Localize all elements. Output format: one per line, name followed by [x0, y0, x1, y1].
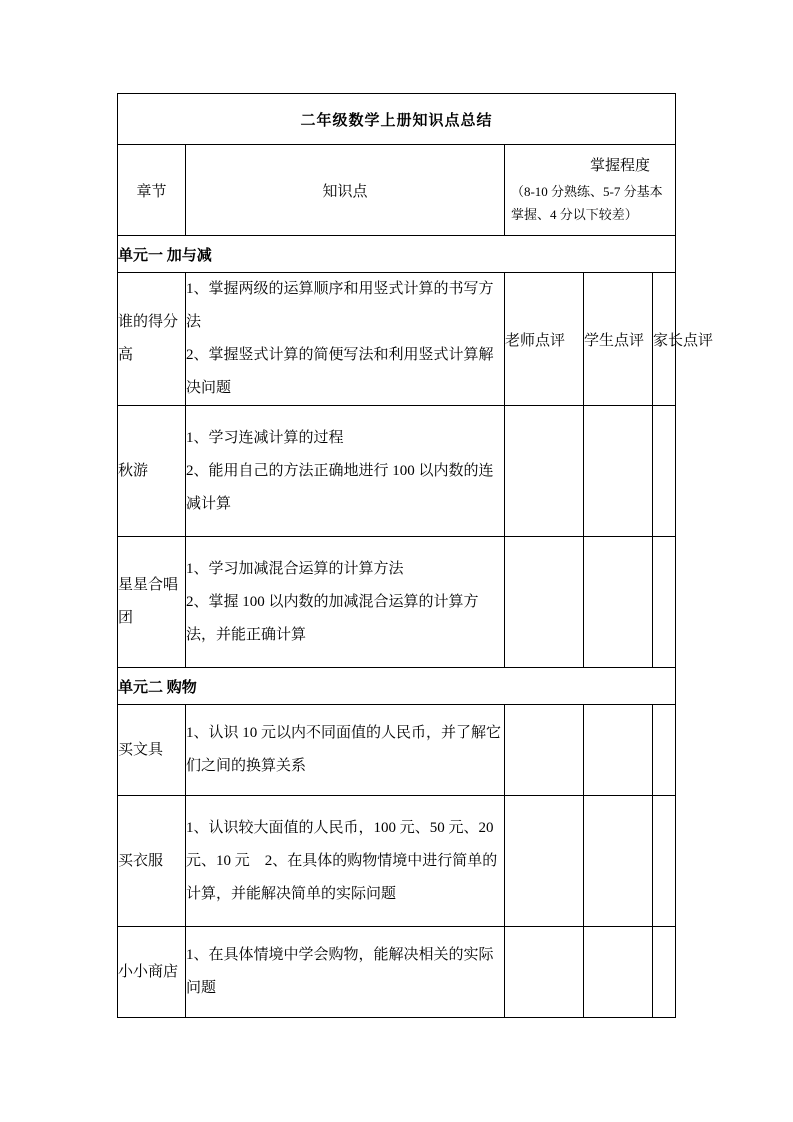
mastery-cell-teacher — [504, 796, 583, 927]
knowledge-table — [117, 93, 713, 1018]
knowledge-item: 1、认识 10 元以内不同面值的人民币，并了解它们之间的换算关系 — [185, 725, 501, 774]
section-label-unit2: 单元二 购物 — [117, 668, 675, 705]
section-row-unit1 — [117, 236, 675, 273]
mastery-cell-student — [583, 796, 652, 927]
table-row-maiyifu — [117, 796, 675, 927]
chapter-cell: 买文具 — [117, 705, 185, 796]
table-row-shuideidefengao — [117, 273, 675, 406]
knowledge-item: 2、能用自己的方法正确地进行 100 以内数的连减计算 — [185, 462, 494, 512]
knowledge-item: 2、掌握竖式计算的简便写法和利用竖式计算解决问题 — [185, 347, 494, 396]
knowledge-cell — [185, 273, 504, 406]
knowledge-cell — [185, 705, 504, 796]
chapter-cell: 买衣服 — [117, 796, 185, 927]
column-header-knowledge: 知识点 — [185, 145, 504, 236]
mastery-cell-teacher — [504, 705, 583, 796]
knowledge-cell — [185, 537, 504, 668]
column-header-chapter: 章节 — [117, 145, 185, 236]
mastery-note: （8-10 分熟练、5-7 分基本掌握、4 分以下较差） — [510, 184, 663, 222]
title-row — [117, 94, 675, 145]
knowledge-item: 1、学习连减计算的过程 — [185, 429, 344, 446]
knowledge-cell — [185, 406, 504, 537]
knowledge-item: 1、掌握两级的运算顺序和用竖式计算的书写方法 — [185, 281, 494, 330]
mastery-cell-teacher — [504, 927, 583, 1018]
mastery-cell-parent — [652, 927, 675, 1018]
mastery-cell-student — [583, 705, 652, 796]
mastery-cell-student: 学生点评 — [583, 273, 652, 406]
mastery-cell-parent — [652, 537, 675, 668]
table-row-maiwenju — [117, 705, 675, 796]
mastery-cell-teacher — [504, 537, 583, 668]
mastery-title: 掌握程度 — [589, 158, 650, 175]
mastery-cell-student — [583, 406, 652, 537]
mastery-cell-parent — [652, 406, 675, 537]
table-row-xingxinghechangtuan — [117, 537, 675, 668]
knowledge-item: 1、认识较大面值的人民币，100 元、50 元、20 元、10 元 2、在具体的购物情境中进行简单的计算，并能解决简单的实际问题 — [185, 819, 498, 902]
mastery-cell-teacher: 老师点评 — [504, 273, 583, 406]
knowledge-item: 2、掌握 100 以内数的加减混合运算的计算方法，并能正确计算 — [185, 593, 479, 643]
column-header-mastery — [504, 145, 675, 236]
knowledge-item: 1、学习加减混合运算的计算方法 — [185, 560, 404, 577]
table-row-qiuyou — [117, 406, 675, 537]
knowledge-item: 1、在具体情境中学会购物，能解决相关的实际问题 — [185, 947, 494, 996]
section-label-unit1: 单元一 加与减 — [117, 236, 675, 273]
mastery-cell-student — [583, 537, 652, 668]
mastery-cell-teacher — [504, 406, 583, 537]
mastery-cell-student — [583, 927, 652, 1018]
chapter-cell: 谁的得分高 — [117, 273, 185, 406]
chapter-cell: 秋游 — [117, 406, 185, 537]
chapter-cell: 小小商店 — [117, 927, 185, 1018]
knowledge-cell — [185, 796, 504, 927]
chapter-cell: 星星合唱团 — [117, 537, 185, 668]
mastery-cell-parent — [652, 705, 675, 796]
section-row-unit2 — [117, 668, 675, 705]
knowledge-cell — [185, 927, 504, 1018]
mastery-cell-parent — [652, 796, 675, 927]
mastery-cell-parent: 家长点评 — [652, 273, 675, 406]
table-row-xiaoxiaoshangdian — [117, 927, 675, 1018]
page-title: 二年级数学上册知识点总结 — [117, 94, 675, 145]
header-row — [117, 145, 675, 236]
